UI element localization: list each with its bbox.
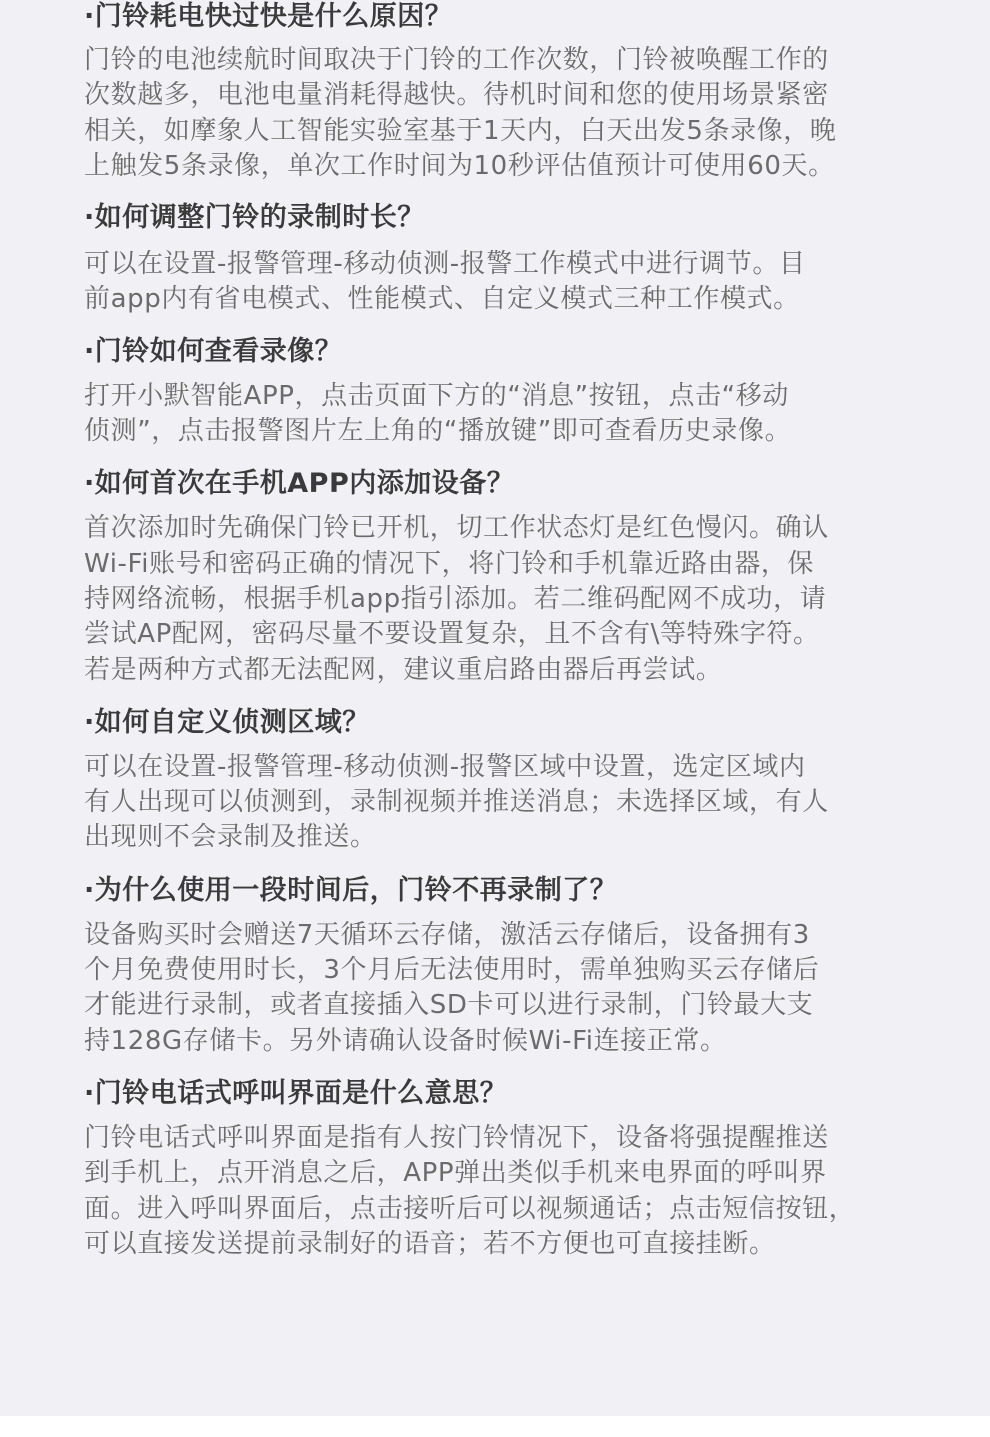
faq-item-stopped-recording [84,874,914,1059]
faq-answer: 首次添加时先确保门铃已开机，切工作状态灯是红色慢闪。确认 Wi-Fi账号和密码正确的情况下，将门铃和手机靠近路由器，保 持网络流畅，根据手机app指引添加。若二维码配网不成功，请 尝试AP配网，密码尽量不要设置复杂，且不含有\等特殊字符。 若是两种方式都无法配网，建议重启路由器后再尝试。 [84,513,829,685]
faq-item-detection-zone [84,706,914,856]
faq-question: ·如何首次在手机APP内添加设备？ [84,468,515,500]
faq-item-record-duration [84,201,914,318]
faq-answer: 门铃的电池续航时间取决于门铃的工作次数，门铃被唤醒工作的 次数越多，电池电量消耗得越快。待机时间和您的使用场景紧密 相关，如摩象人工智能实验室基于1天内，白天出发5条录像，晚 上触发5条录像，单次工作时间为10秒评估值预计可使用60天。 [84,45,837,181]
faq-item-add-device [84,467,914,687]
faq-answer: 设备购买时会赠送7天循环云存储，激活云存储后，设备拥有3 个月免费使用时长，3个月后无法使用时，需单独购买云存储后 才能进行录制，或者直接插入SD卡可以进行录制，门铃最大支 持128G存储卡。另外请确认设备时候Wi-Fi连接正常。 [84,919,820,1056]
faq-item-battery [84,0,914,184]
faq-question: ·如何调整门铃的录制时长？ [84,202,425,234]
faq-answer: 可以在设置-报警管理-移动侦测-报警工作模式中进行调节。目 前app内有省电模式、性能模式、自定义模式三种工作模式。 [84,249,806,315]
faq-item-view-recordings [84,335,914,450]
faq-answer: 门铃电话式呼叫界面是指有人按门铃情况下，设备将强提醒推送 到手机上，点开消息之后，APP弹出类似手机来电界面的呼叫界 面。进入呼叫界面后，点击接听后可以视频通话；点击短信按钮， 可以直接发送提前录制好的语音；若不方便也可直接挂断。 [84,1122,856,1259]
faq-question: ·门铃如何查看录像？ [84,335,343,367]
faq-question: ·为什么使用一段时间后，门铃不再录制了？ [84,874,618,906]
faq-list [84,0,914,1262]
faq-answer: 打开小默智能APP，点击页面下方的“消息”按钮，点击“移动 侦测”，点击报警图片左上角的“播放键”即可查看历史录像。 [84,380,792,447]
faq-question: ·门铃电话式呼叫界面是什么意思？ [84,1077,508,1109]
faq-item-call-screen [84,1077,914,1262]
faq-question: ·如何自定义侦测区域？ [84,706,370,738]
faq-question: ·门铃耗电快过快是什么原因？ [84,1,453,32]
faq-answer: 可以在设置-报警管理-移动侦测-报警区域中设置，选定区域内 有人出现可以侦测到，录制视频并推送消息；未选择区域，有人 出现则不会录制及推送。 [84,751,829,853]
